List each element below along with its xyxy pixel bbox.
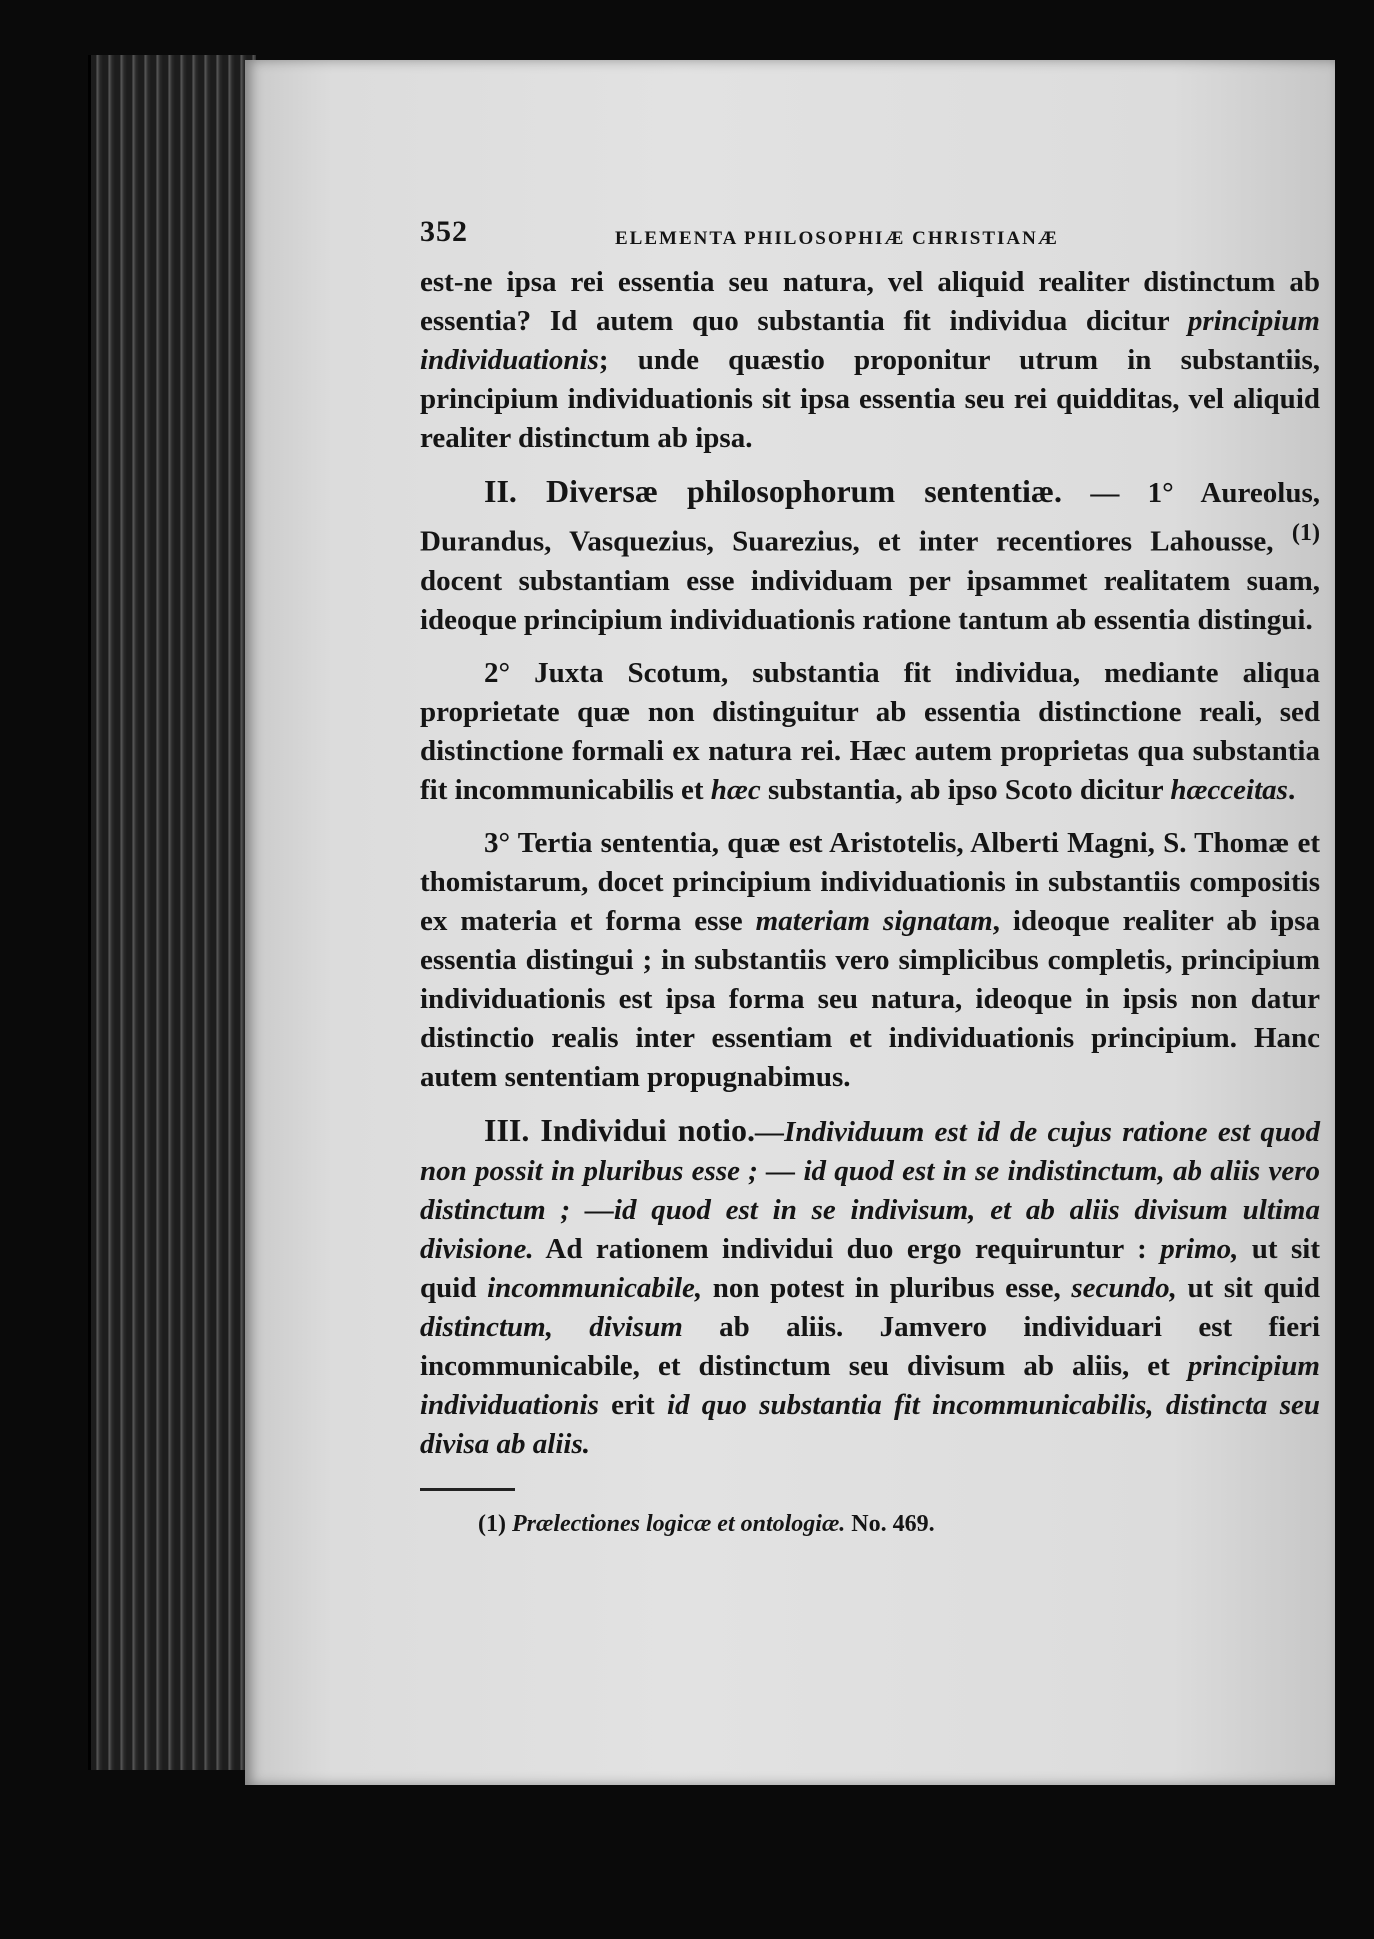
text-run: est-ne ipsa rei essentia seu natura, vel aliquid realiter distinctum ab essentia? Id autem quo substantia fit individua dicitur <box>420 266 1320 337</box>
section-individui-notio <box>420 1111 1320 1464</box>
italic-term: hæcceitas <box>1170 773 1288 806</box>
footnote-mark: (1) <box>478 1510 506 1537</box>
text-run: . <box>1287 773 1296 806</box>
book-edge <box>88 55 256 1770</box>
italic-definition: —Individuum est id de cujus ratione est quod non possit in pluribus esse ; — id quod est in se indistinctum, ab aliis vero distinctum ; —id quod est in se indivisum, et ab aliis divisum ultima divisione. <box>420 1115 1321 1265</box>
italic-term: principium individuationis <box>420 305 1320 376</box>
italic-term: distinctum, divisum <box>420 1310 683 1343</box>
text-run: substantia, ab ipso Scoto dicitur <box>760 773 1171 806</box>
page-content <box>420 215 1320 1538</box>
italic-term: secundo, <box>1071 1271 1177 1304</box>
text-run: Ad rationem individui duo ergo requiruntur : <box>533 1232 1161 1265</box>
running-title: ELEMENTA PHILOSOPHIÆ CHRISTIANÆ <box>615 228 1059 249</box>
section-diversae-sententiae <box>420 472 1320 640</box>
section-heading: II. Diversæ philosophorum sententiæ. <box>484 473 1062 509</box>
text-run: ab aliis. Jamvero individuari est fieri incommunicabile, et distinctum seu divisum ab aliis, et <box>420 1310 1320 1382</box>
page-number: 352 <box>420 215 468 248</box>
footnote-divider <box>420 1488 515 1491</box>
paragraph-intro <box>420 263 1320 458</box>
text-run: 3° Tertia sententia, quæ est Aristotelis, Alberti Magni, S. Thomæ et thomistarum, docet principium individuationis in substantiis compositis ex materia et forma esse <box>420 826 1320 937</box>
text-run: erit <box>598 1388 667 1421</box>
page-header <box>420 215 1320 263</box>
section-heading: III. Individui notio. <box>484 1111 756 1148</box>
footnote <box>478 1511 1320 1538</box>
italic-term: incommunicabile, <box>487 1271 703 1304</box>
text-run: non potest in pluribus esse, <box>702 1271 1072 1304</box>
italic-term: hæc <box>710 773 761 806</box>
text-run: — 1° Aureolus, Durandus, Vasquezius, Suarezius, et inter recentiores Lahousse, <box>420 477 1321 558</box>
text-run: ut sit quid <box>420 1232 1320 1304</box>
text-run: docent substantiam esse individuam per ipsammet realitatem suam, ideoque principium individuationis ratione tantum ab essentia distingui. <box>420 564 1320 636</box>
text-run: ut sit quid <box>1176 1271 1320 1304</box>
text-run: 2° Juxta Scotum, substantia fit individua, mediante aliqua proprietate quæ non distinguitur ab essentia distinctione reali, sed distinctione formali ex natura rei. Hæc autem proprietas qua substantia fit incommunicabilis et <box>420 656 1320 806</box>
text-run: ; unde quæstio proponitur utrum in substantiis, principium individuationis sit ipsa essentia seu rei quidditas, vel aliquid realiter distinctum ab ipsa. <box>420 344 1320 454</box>
italic-term: principium individuationis <box>420 1349 1320 1421</box>
footnote-number: No. 469. <box>845 1510 935 1537</box>
italic-term: materiam signatam <box>755 904 993 937</box>
paragraph-scotus <box>420 654 1320 810</box>
italic-term: primo, <box>1160 1232 1239 1265</box>
italic-term: id quo substantia fit incommunicabilis, distincta seu divisa ab aliis. <box>420 1388 1320 1460</box>
footnote-reference[interactable]: (1) <box>1291 519 1320 546</box>
footnote-title: Prælectiones logicæ et ontologiæ. <box>511 1510 846 1537</box>
paragraph-thomas <box>420 824 1320 1097</box>
text-run: , ideoque realiter ab ipsa essentia distingui ; in substantiis vero simplicibus completis, principium individuationis est ipsa forma seu natura, ideoque in ipsis non datur distinctio realis inter essentiam et individuationis principium. Hanc autem sententiam propugnabimus. <box>420 904 1320 1093</box>
